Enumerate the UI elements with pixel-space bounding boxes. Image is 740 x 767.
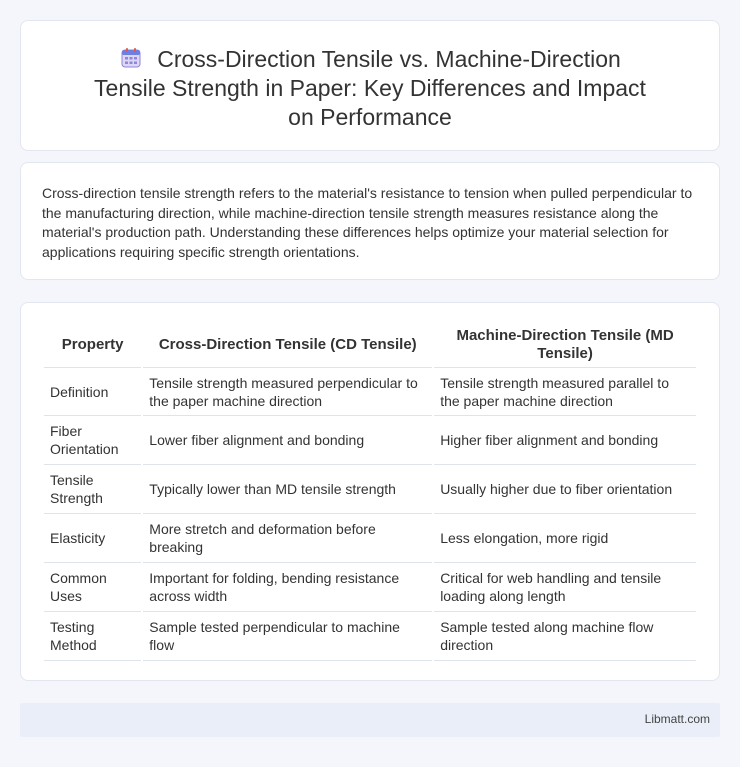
row-cd-value: Important for folding, bending resistance across width [143, 563, 432, 612]
comparison-table [42, 323, 698, 661]
header-cd-tensile: Cross-Direction Tensile (CD Tensile) [158, 336, 417, 353]
table-row [44, 612, 696, 661]
row-md-value: Usually higher due to fiber orientation [434, 465, 696, 514]
table-row [44, 416, 696, 465]
row-property: Testing Method [44, 612, 141, 661]
table-row [44, 514, 696, 563]
table-row [44, 465, 696, 514]
row-property: Elasticity [44, 514, 141, 563]
row-md-value: Less elongation, more rigid [434, 514, 696, 563]
footer [20, 703, 720, 737]
footer-brand-link[interactable]: Libmatt.com [644, 712, 710, 726]
row-md-value: Higher fiber alignment and bonding [434, 416, 696, 465]
row-cd-value: Typically lower than MD tensile strength [143, 465, 432, 514]
table-header-row [44, 323, 696, 367]
header-property: Property [61, 336, 124, 353]
row-md-value: Critical for web handling and tensile loading along length [434, 563, 696, 612]
row-property: Tensile Strength [44, 465, 141, 514]
row-property: Common Uses [44, 563, 141, 612]
row-property: Fiber Orientation [44, 416, 141, 465]
row-cd-value: Sample tested perpendicular to machine flow [143, 612, 432, 661]
row-cd-value: Lower fiber alignment and bonding [143, 416, 432, 465]
intro-paragraph: Cross-direction tensile strength refers to the material's resistance to tension when pulled perpendicular to the manufacturing direction, while machine-direction tensile strength measures resistance along the material's production path. Understanding these differences helps optimize your material selection for applications requiring specific strength orientations. [42, 185, 693, 260]
calendar-icon [119, 46, 143, 70]
table-row [44, 367, 696, 416]
comparison-card [20, 302, 720, 681]
row-cd-value: Tensile strength measured perpendicular to the paper machine direction [143, 367, 432, 416]
page-title: Cross-Direction Tensile vs. Machine-Direction Tensile Strength in Paper: Key Differences and Impact on Performance [94, 46, 646, 130]
page-title-block [21, 45, 719, 132]
row-property: Definition [44, 367, 141, 416]
row-md-value: Tensile strength measured parallel to the paper machine direction [434, 367, 696, 416]
intro-card [20, 162, 720, 280]
header-md-tensile: Machine-Direction Tensile (MD Tensile) [456, 327, 674, 362]
row-md-value: Sample tested along machine flow direction [434, 612, 696, 661]
title-card [20, 20, 720, 151]
table-row [44, 563, 696, 612]
row-cd-value: More stretch and deformation before breaking [143, 514, 432, 563]
